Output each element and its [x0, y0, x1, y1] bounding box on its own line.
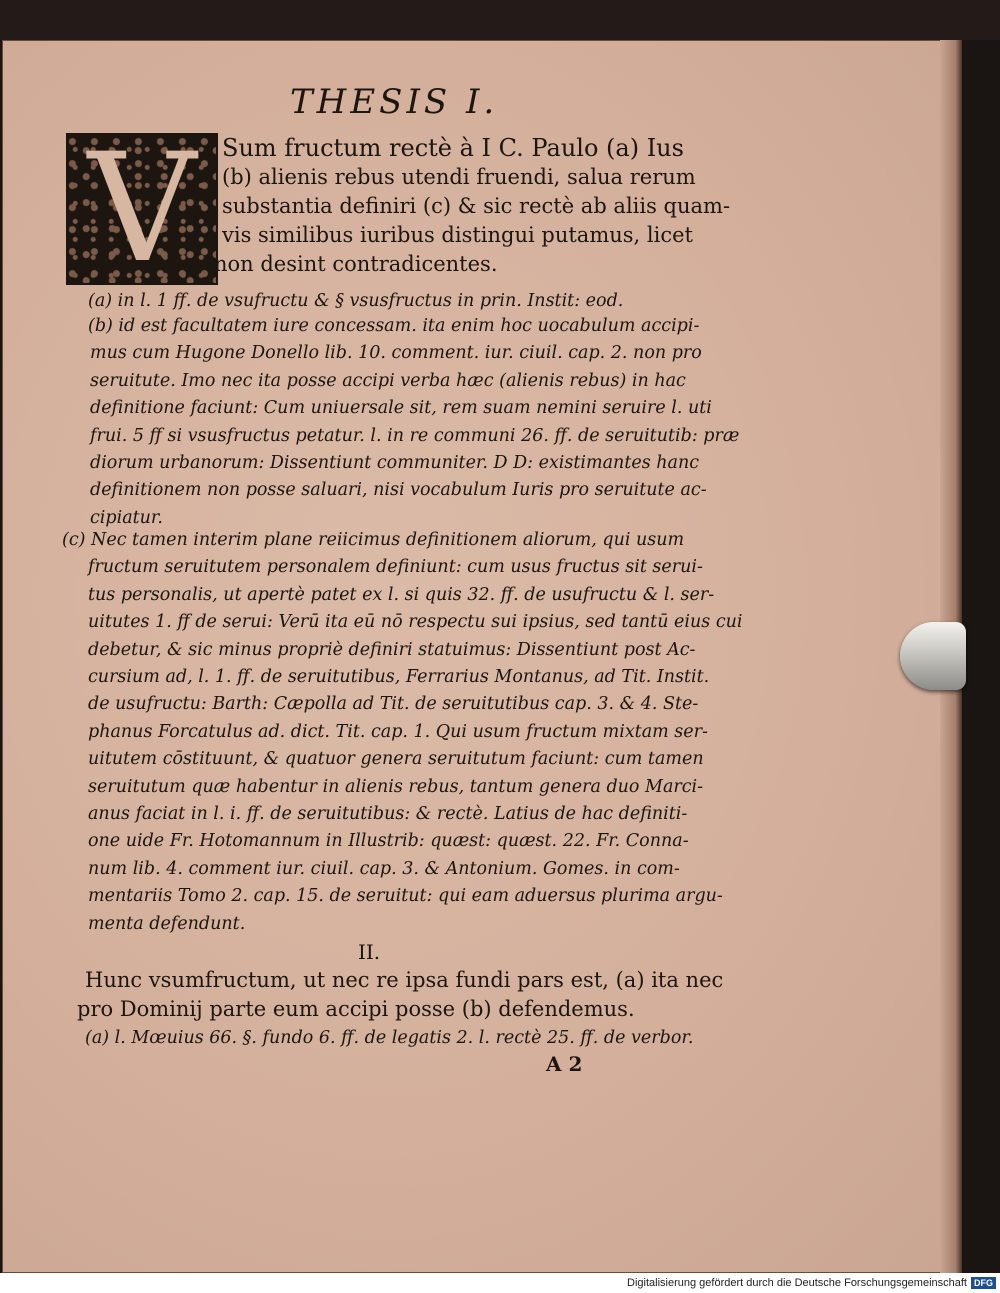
section-ii-heading: II. [358, 940, 381, 964]
footnote-c-line: phanus Forcatulus ad. dict. Tit. cap. 1. Qui usum fructum mixtam ser- [88, 721, 708, 742]
footnote-c-line: seruitutum quæ habentur in alienis rebus, tantum genera duo Marci- [88, 776, 704, 797]
footnote-c-line: uitutem cōstituunt, & quatuor genera seruitutum faciunt: cum tamen [88, 749, 704, 770]
section-ii-footnote-a: (a) l. Mœuius 66. §. fundo 6. ff. de legatis 2. l. rectè 25. ff. de verbor. [85, 1028, 694, 1048]
footnote-b-line: frui. 5 ff si vsusfructus petatur. l. in re communi 26. ff. de seruitutib: præ [90, 425, 740, 446]
footnote-c [62, 527, 742, 938]
lead-line: (b) alienis rebus utendi fruendi, salua rerum [222, 165, 696, 189]
lead-line: non desint contradicentes. [214, 252, 498, 276]
footnote-b-line: (b) id est facultatem iure concessam. ita enim hoc uocabulum accipi- [88, 316, 700, 336]
dfg-logo: DFG [971, 1277, 996, 1289]
scan-top-border [0, 0, 1000, 40]
section-ii-paragraph [77, 966, 724, 1052]
decorated-initial [66, 122, 218, 296]
initial-letter: V [87, 122, 197, 296]
footnote-b-line: seruitute. Imo nec ita posse accipi verba hæc (alienis rebus) in hac [90, 370, 686, 391]
footnote-b-line: diorum urbanorum: Dissentiunt communiter. D D: existimantes hanc [90, 453, 700, 474]
footnote-c-line: menta defendunt. [88, 913, 246, 934]
footnote-b-line: definitione faciunt: Cum uniuersale sit, rem suam nemini seruire l. uti [90, 398, 712, 419]
footnote-c-line: debetur, & sic minus propriè definiri statuimus: Dissentiunt post Ac- [88, 639, 696, 660]
footnote-c-line: cursium ad, l. 1. ff. de seruitutibus, Ferrarius Montanus, ad Tit. Instit. [88, 667, 710, 688]
section-ii-line: pro Dominij parte eum accipi posse (b) defendemus. [77, 997, 635, 1021]
footnote-b [88, 313, 739, 532]
footnote-c-line: anus faciat in l. i. ff. de seruitutibus: & rectè. Latius de hac definiti- [88, 804, 688, 825]
footnote-b-line: mus cum Hugone Donello lib. 10. comment. iur. ciuil. cap. 2. non pro [90, 343, 702, 364]
footnote-c-line: de usufructu: Barth: Cæpolla ad Tit. de seruitutibus cap. 3. & 4. Ste- [88, 694, 699, 715]
footer-credit: Digitalisierung gefördert durch die Deutsche Forschungsgemeinschaft [627, 1277, 967, 1289]
footnote-c-line: tus personalis, ut apertè patet ex l. si quis 32. ff. de usufructu & l. ser- [88, 584, 715, 605]
footnote-a: (a) in l. 1 ff. de vsufructu & § vsusfructus in prin. Instit: eod. [88, 291, 624, 311]
lead-line: substantia definiri (c) & sic rectè ab aliis quam- [222, 194, 731, 218]
lead-line: Sum fructum rectè à I C. Paulo (a) Ius [222, 134, 684, 162]
page-clip [900, 622, 966, 690]
footnote-c-line: num lib. 4. comment iur. ciuil. cap. 3. & Antonium. Gomes. in com- [88, 858, 680, 879]
section-ii-line: Hunc vsumfructum, ut nec re ipsa fundi pars est, (a) ita nec [85, 968, 724, 992]
footnote-c-line: mentariis Tomo 2. cap. 15. de seruitut: qui eam aduersus plurima argu- [88, 886, 723, 907]
footnote-c-line: one uide Fr. Hotomannum in Illustrib: quæst: quæst. 22. Fr. Conna- [88, 831, 689, 852]
thesis-title: THESIS I. [290, 82, 499, 122]
footnote-b-line: cipiatur. [90, 507, 163, 528]
footnote-c-line: (c) Nec tamen interim plane reiicimus definitionem aliorum, qui usum [62, 530, 685, 550]
lead-paragraph [214, 134, 731, 279]
footnote-b-line: definitionem non posse saluari, nisi vocabulum Iuris pro seruitute ac- [90, 480, 707, 501]
digitization-footer [0, 1273, 1000, 1293]
signature-mark: A 2 [546, 1052, 583, 1076]
footnote-c-line: fructum seruitutem personalem definiunt: cum usus fructus sit serui- [88, 557, 703, 578]
footnote-c-line: uitutes 1. ff de serui: Verū ita eū nō respectu sui ipsius, sed tantū eius cui [88, 612, 743, 633]
lead-line: vis similibus iuribus distingui putamus, licet [222, 223, 693, 247]
